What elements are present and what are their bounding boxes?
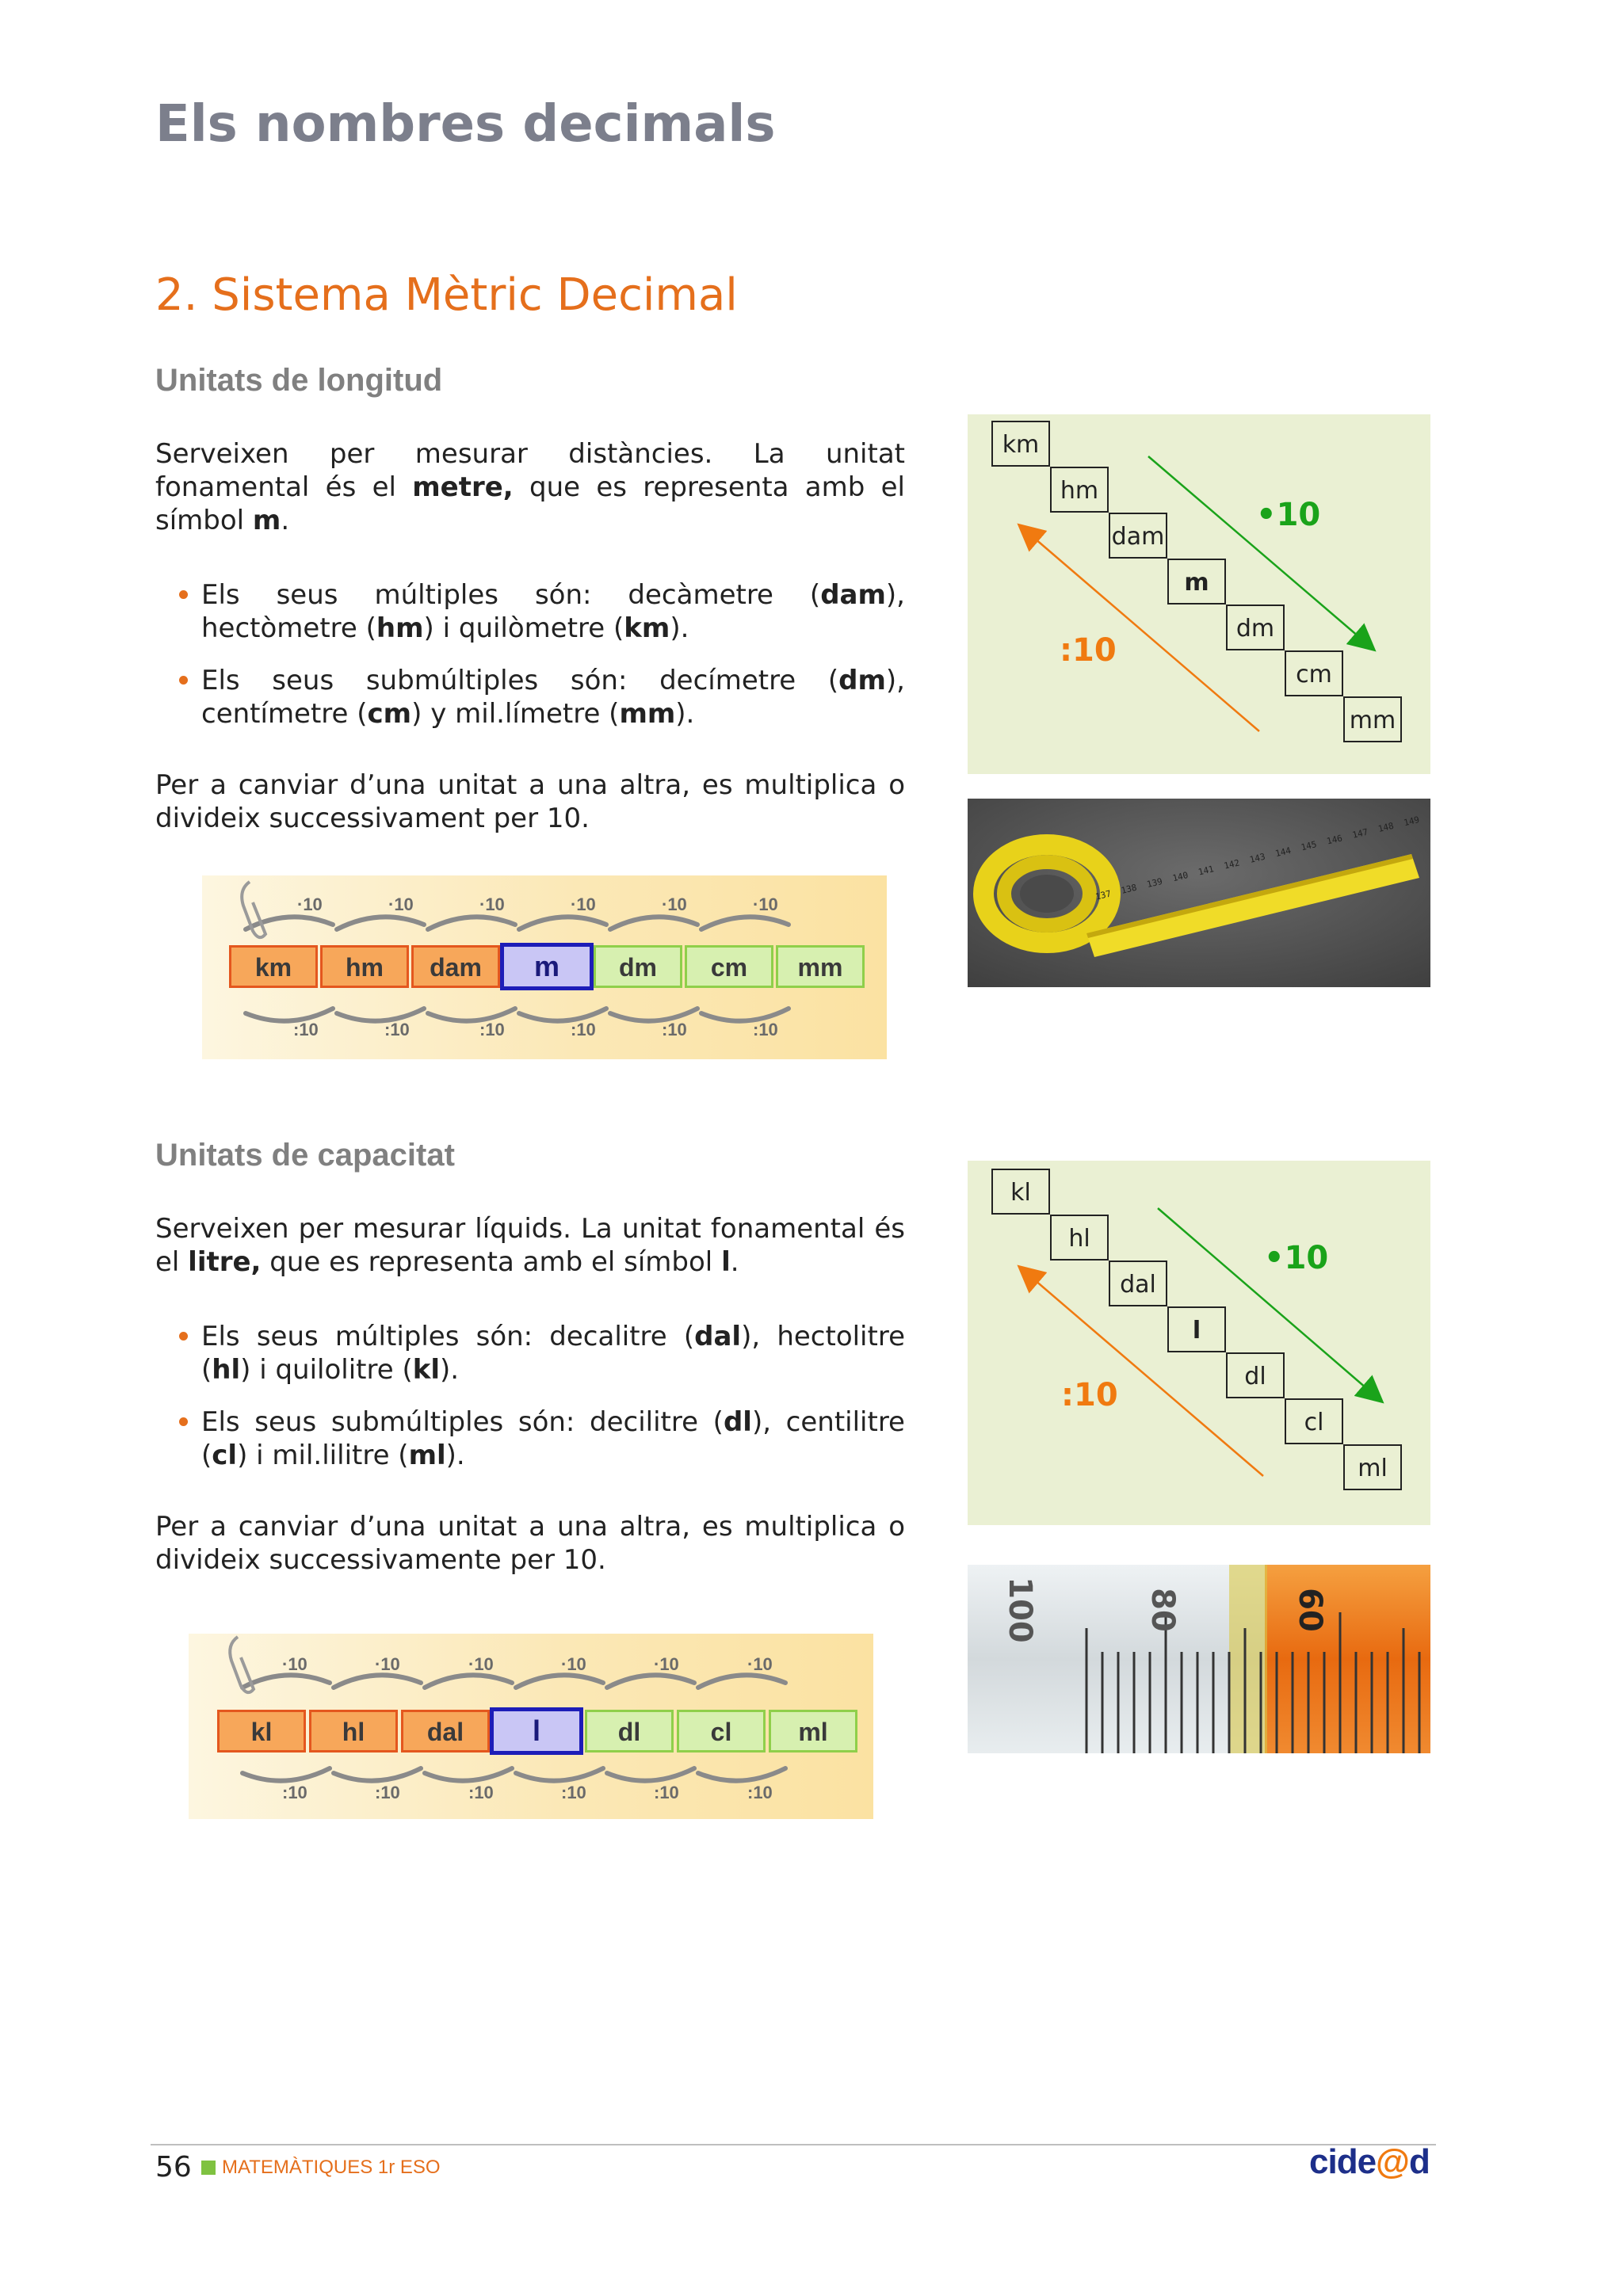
strip-unit-hm: hm (320, 945, 409, 988)
capacity-bullets (201, 1320, 905, 1491)
capacity-bullet-multiples (201, 1320, 905, 1386)
tape-number: 141 (1197, 864, 1216, 878)
ladder-unit-ml: ml (1343, 1444, 1402, 1490)
text-bold: dal (694, 1321, 742, 1352)
strip-divide-label: :10 (654, 1783, 679, 1802)
cylinder-label-60: 60 (1291, 1588, 1328, 1632)
text-bold: mm (619, 698, 676, 730)
text: Els seus múltiples són: decalitre ( (201, 1321, 695, 1352)
tape-number: 142 (1223, 857, 1241, 871)
strip-multiply-label: ·10 (375, 1654, 400, 1674)
divide-label: :10 (1060, 632, 1117, 669)
capacity-intro (155, 1212, 905, 1279)
ladder-unit-cl: cl (1285, 1398, 1343, 1444)
strip-multiply-label: ·10 (297, 894, 323, 914)
strip-divide-label: :10 (468, 1783, 494, 1802)
tape-number: 147 (1351, 826, 1369, 841)
text-bold: km (624, 612, 670, 644)
text: Els seus submúltiples són: decímetre ( (201, 665, 839, 696)
strip-divide-label: :10 (375, 1783, 400, 1802)
text-bold: cl (212, 1440, 238, 1471)
multiply-label: •10 (1256, 497, 1321, 533)
capacity-intro-text-3: . (730, 1246, 739, 1278)
footer-course: MATEMÀTIQUES 1r ESO (222, 2157, 441, 2178)
text: ) i mil.lilitre ( (237, 1440, 409, 1471)
strip-multiply-label: ·10 (479, 894, 505, 914)
tape-number: 146 (1325, 833, 1344, 847)
strip-multiply-label: ·10 (468, 1654, 494, 1674)
text: ), centilitre ( (201, 1406, 905, 1471)
length-intro (155, 437, 905, 537)
text-bold: kl (412, 1354, 440, 1386)
strip-unit-cl: cl (677, 1710, 766, 1753)
length-intro-bold-2: m (252, 505, 281, 536)
section-title: 2. Sistema Mètric Decimal (155, 269, 738, 321)
paperclip-icon (230, 1637, 254, 1692)
text-bold: dm (838, 665, 886, 696)
document-title: Els nombres decimals (155, 95, 776, 154)
strip-divide-label: :10 (747, 1783, 773, 1802)
ladder-unit-m: m (1167, 559, 1226, 605)
length-intro-text-3: . (281, 505, 290, 536)
text: ), hectolitre ( (201, 1321, 905, 1386)
strip-multiply-label: ·10 (282, 1654, 307, 1674)
length-bullets (201, 578, 905, 749)
tape-number: 148 (1377, 820, 1396, 835)
strip-multiply-label: ·10 (747, 1654, 773, 1674)
multiply-label: •10 (1264, 1240, 1329, 1276)
strip-unit-kl: kl (217, 1710, 306, 1753)
strip-multiply-label: ·10 (561, 1654, 586, 1674)
strip-unit-mm: mm (776, 945, 865, 988)
text-bold: dl (723, 1406, 752, 1438)
text: Els seus submúltiples són: decilitre ( (201, 1406, 724, 1438)
text: ), centímetre ( (201, 665, 905, 730)
text: ) i quilòmetre ( (423, 612, 624, 644)
tape-number: 145 (1300, 839, 1318, 853)
length-heading: Unitats de longitud (155, 363, 443, 398)
strip-unit-cm: cm (685, 945, 773, 988)
strip-multiply-label: ·10 (654, 1654, 679, 1674)
ladder-unit-dam: dam (1109, 513, 1167, 559)
ladder-unit-km: km (991, 421, 1050, 467)
strip-divide-label: :10 (561, 1783, 586, 1802)
tape-number: 140 (1171, 870, 1190, 884)
length-conversion-strip (202, 875, 887, 1059)
text-bold: hl (212, 1354, 241, 1386)
length-ladder-diagram (968, 414, 1430, 774)
tape-number: 139 (1145, 875, 1164, 891)
ladder-unit-hm: hm (1050, 467, 1109, 513)
footer-divider (151, 2144, 1436, 2145)
length-outro: Per a canviar d’una unitat a una altra, es multiplica o divideix successivament per 10. (155, 769, 905, 834)
tape-number: 149 (1403, 814, 1421, 829)
capacity-ladder-diagram (968, 1161, 1430, 1525)
strip-divide-label: :10 (479, 1020, 505, 1039)
strip-multiply-label: ·10 (662, 894, 687, 914)
capacity-intro-bold-1: litre, (188, 1246, 262, 1278)
strip-divide-label: :10 (384, 1020, 410, 1039)
text: Els seus múltiples són: decàmetre ( (201, 579, 821, 611)
text: ). (445, 1440, 465, 1471)
footer-square-icon (201, 2161, 216, 2175)
ladder-unit-l: l (1167, 1306, 1226, 1352)
capacity-intro-bold-2: l (721, 1246, 731, 1278)
text: ), hectòmetre ( (201, 579, 905, 644)
strip-multiply-label: ·10 (388, 894, 414, 914)
strip-divide-label: :10 (662, 1020, 687, 1039)
strip-multiply-label: ·10 (571, 894, 596, 914)
strip-unit-l: l (490, 1707, 583, 1755)
length-intro-text-2: que es representa amb el símbol (155, 471, 905, 536)
length-intro-text-1: Serveixen per mesurar distàncies. La unitat fonamental és el (155, 438, 905, 503)
length-intro-bold-1: metre, (412, 471, 514, 503)
strip-unit-ml: ml (769, 1710, 857, 1753)
ladder-unit-dal: dal (1109, 1261, 1167, 1306)
strip-unit-dm: dm (594, 945, 682, 988)
text-bold: ml (408, 1440, 446, 1471)
graduated-cylinder-photo (968, 1565, 1430, 1753)
strip-unit-dam: dam (411, 945, 500, 988)
capacity-bullet-submultiples (201, 1405, 905, 1472)
capacity-heading: Unitats de capacitat (155, 1138, 455, 1173)
capacity-intro-text-1: Serveixen per mesurar líquids. La unitat fonamental és el (155, 1213, 905, 1278)
strip-unit-hl: hl (309, 1710, 398, 1753)
strip-unit-km: km (229, 945, 318, 988)
capacity-conversion-strip (189, 1634, 873, 1819)
strip-unit-m: m (500, 943, 594, 990)
strip-divide-label: :10 (571, 1020, 596, 1039)
logo-text: d (1408, 2142, 1430, 2181)
text-bold: hm (376, 612, 424, 644)
text: ) y mil.límetre ( (411, 698, 620, 730)
strip-unit-dl: dl (585, 1710, 674, 1753)
strip-multiply-label: ·10 (753, 894, 778, 914)
cylinder-label-80: 80 (1144, 1588, 1181, 1632)
capacity-outro: Per a canviar d’una unitat a una altra, es multiplica o divideix successivamente per 10. (155, 1511, 905, 1576)
logo-text: cide (1309, 2142, 1377, 2181)
divide-label: :10 (1061, 1377, 1118, 1413)
tape-measure-photo (968, 799, 1430, 987)
strip-unit-dal: dal (401, 1710, 490, 1753)
text: ). (670, 612, 689, 644)
length-bullet-multiples (201, 578, 905, 645)
cidead-logo (1309, 2142, 1430, 2182)
text: ). (675, 698, 695, 730)
strip-divide-label: :10 (753, 1020, 778, 1039)
ladder-unit-dm: dm (1226, 605, 1285, 650)
strip-divide-label: :10 (293, 1020, 319, 1039)
tape-number: 144 (1274, 845, 1293, 860)
page-number: 56 (155, 2151, 192, 2183)
ladder-unit-kl: kl (991, 1169, 1050, 1215)
tape-number: 137 (1094, 888, 1113, 902)
strip-divide-label: :10 (282, 1783, 307, 1802)
capacity-intro-text-2: que es representa amb el símbol (261, 1246, 722, 1278)
text: ) i quilolitre ( (240, 1354, 413, 1386)
text: ). (440, 1354, 460, 1386)
ladder-unit-mm: mm (1343, 696, 1402, 742)
text-bold: cm (367, 698, 412, 730)
ladder-unit-dl: dl (1226, 1352, 1285, 1398)
ladder-unit-cm: cm (1285, 650, 1343, 696)
cylinder-label-100: 100 (1001, 1577, 1038, 1643)
tape-measure-image (968, 799, 1430, 987)
tape-number: 143 (1248, 851, 1266, 865)
text-bold: dam (820, 579, 886, 611)
ladder-unit-hl: hl (1050, 1215, 1109, 1261)
length-bullet-submultiples (201, 664, 905, 730)
logo-at: @ (1376, 2142, 1409, 2181)
tape-number: 138 (1120, 882, 1138, 896)
